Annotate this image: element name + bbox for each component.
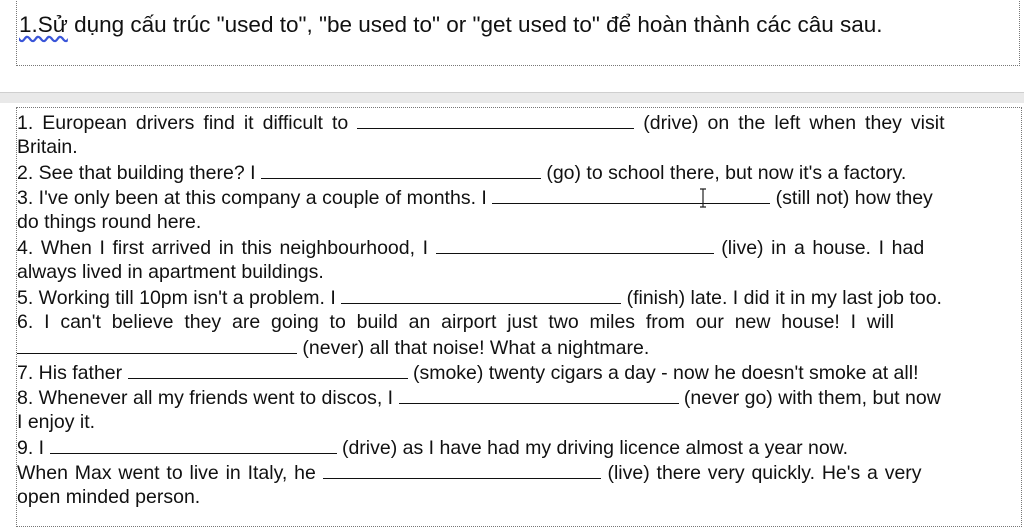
answer-blank[interactable] [128, 360, 408, 379]
exercise-line-2 [17, 160, 906, 185]
heading-rest: dụng cấu trúc "used to", "be used to" or "get used to" để hoàn thành các câu sau. [67, 12, 883, 37]
line-text: (finish) late. I did it in my last job too. [621, 287, 942, 309]
exercise-line-5 [17, 285, 942, 310]
exercise-box[interactable] [16, 107, 1022, 527]
answer-blank[interactable] [50, 435, 337, 454]
exercise-line-3b [17, 210, 201, 235]
heading-first-word: 1.Sử [19, 12, 68, 37]
answer-blank[interactable] [17, 335, 297, 354]
line-text: (still not) how they [770, 187, 933, 209]
exercise-line-4 [17, 235, 924, 260]
line-text: (live) there very quickly. He's a very [600, 462, 922, 484]
exercise-line-8b [17, 410, 95, 435]
exercise-line-3 [17, 185, 933, 210]
page-separator [0, 92, 1024, 103]
line-text: 8. Whenever all my friends went to discos, I [17, 387, 399, 409]
page-top-area [0, 0, 1024, 92]
answer-blank[interactable] [436, 235, 714, 254]
line-text: 4. When I first arrived in this neighbourhood, I [17, 237, 436, 259]
answer-blank[interactable] [261, 160, 541, 179]
answer-blank[interactable] [492, 185, 770, 204]
line-text: 1. European drivers find it difficult to [17, 112, 358, 134]
exercise-line-6 [17, 310, 894, 335]
exercise-line-10 [17, 460, 922, 485]
exercise-line-7 [17, 360, 919, 385]
exercise-line-1 [17, 110, 1022, 135]
exercise-line-9 [17, 435, 848, 460]
exercise-line-1b [17, 135, 78, 160]
line-text: I enjoy it. [17, 411, 96, 433]
line-text: do things round here. [17, 211, 202, 233]
line-text: 7. His father [17, 362, 128, 384]
line-text: 2. See that building there? I [17, 162, 261, 184]
line-text: (never) all that noise! What a nightmare. [297, 337, 650, 359]
line-text: 3. I've only been at this company a couple of months. I [17, 187, 493, 209]
line-text: (smoke) twenty cigars a day - now he doesn't smoke at all! [407, 362, 919, 384]
line-text: 9. I [17, 437, 50, 459]
answer-blank[interactable] [341, 285, 621, 304]
i-beam-cursor-icon [699, 188, 707, 208]
answer-blank[interactable] [357, 110, 634, 129]
line-text: Britain. [17, 136, 78, 158]
line-text: When Max went to live in Italy, he [17, 462, 323, 484]
exercise-line-6b [17, 335, 649, 360]
line-text: 5. Working till 10pm isn't a problem. I [17, 287, 342, 309]
line-text: open minded person. [17, 486, 201, 508]
line-text: (drive) on the left when they visit [634, 112, 945, 134]
line-text: (drive) as I have had my driving licence almost a year now. [336, 437, 849, 459]
exercise-line-8 [17, 385, 941, 410]
line-text: 6. I can't believe they are going to build an airport just two miles from our new house! I will [17, 311, 894, 333]
answer-blank[interactable] [323, 460, 601, 479]
line-text: (go) to school there, but now it's a factory. [540, 162, 907, 184]
line-text: always lived in apartment buildings. [17, 261, 324, 283]
line-text: (live) in a house. I had [713, 237, 925, 259]
exercise-line-10b [17, 485, 200, 510]
line-text: (never go) with them, but now [678, 387, 941, 409]
page-heading [19, 12, 883, 38]
answer-blank[interactable] [399, 385, 679, 404]
heading-box [16, 0, 1020, 66]
exercise-line-4b [17, 260, 324, 285]
